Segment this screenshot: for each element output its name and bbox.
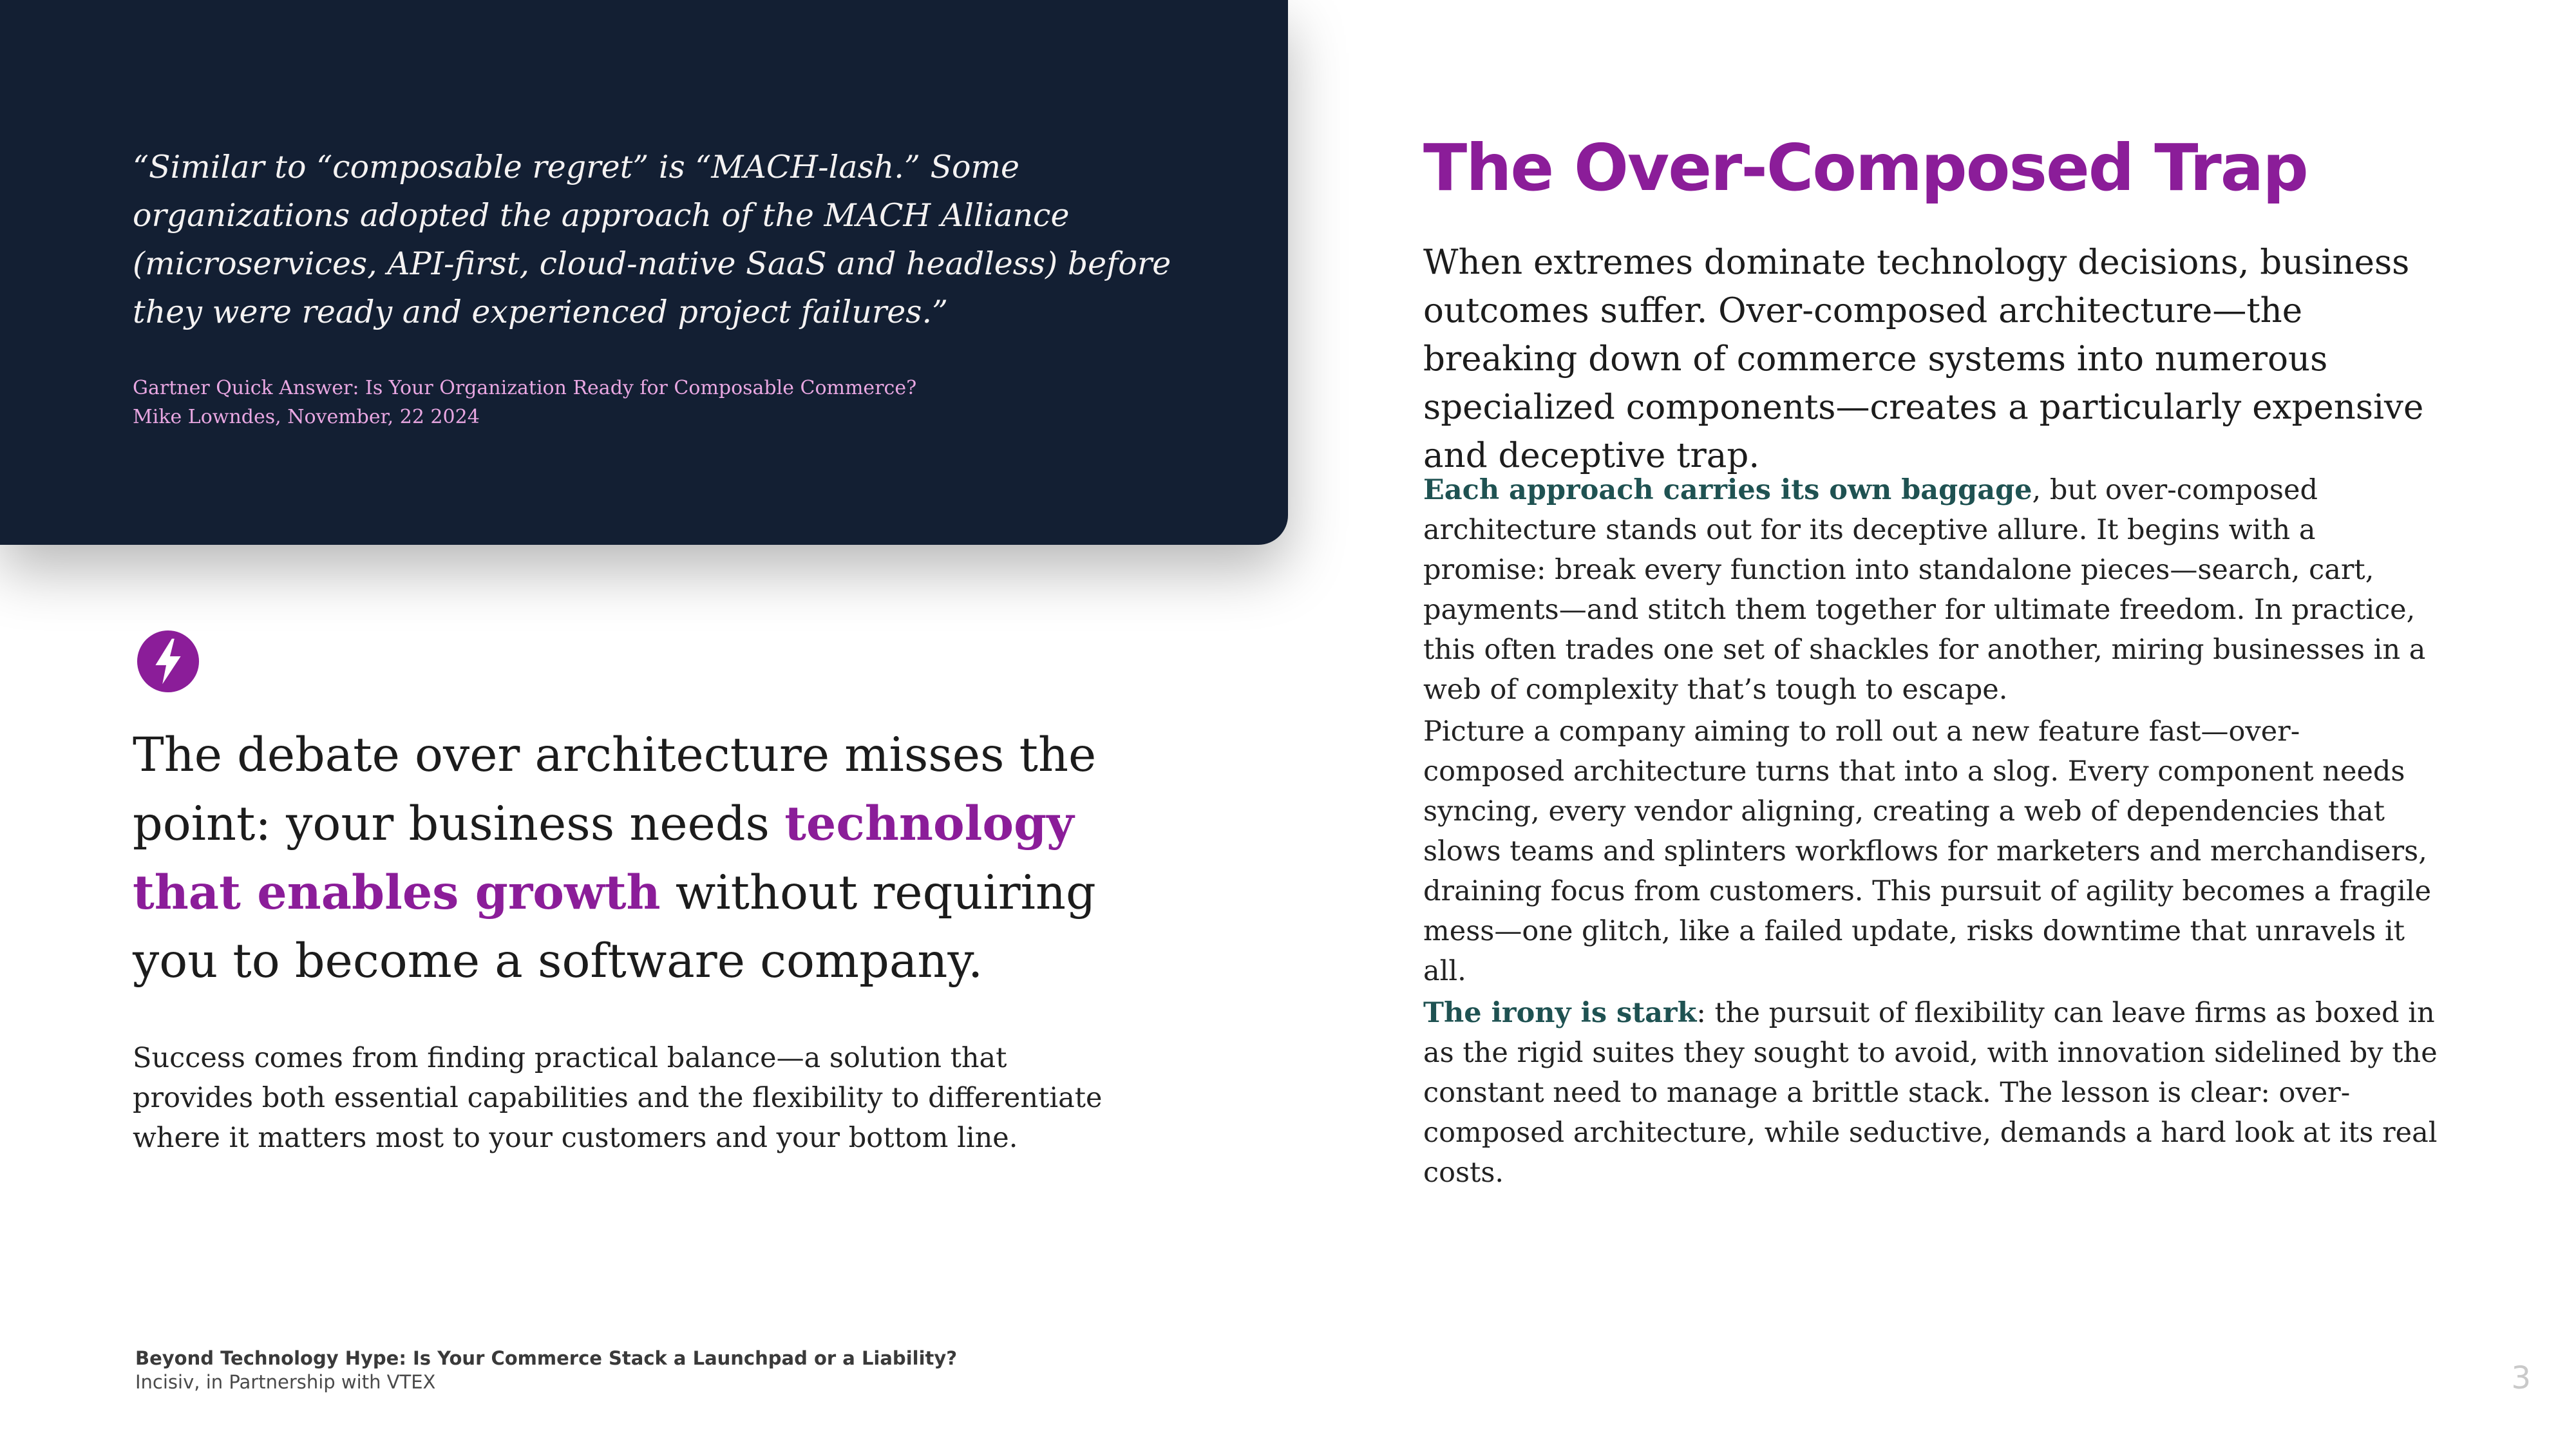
paragraph-baggage bbox=[1423, 470, 2441, 710]
paragraph-lead-in: The irony is stark bbox=[1423, 997, 1697, 1029]
footer bbox=[135, 1346, 957, 1394]
page-number: 3 bbox=[2511, 1360, 2531, 1396]
footer-subtitle: Incisiv, in Partnership with VTEX bbox=[135, 1371, 436, 1393]
section-intro: When extremes dominate technology decisions, business outcomes suffer. Over-composed architecture—the breaking down of commerce systems into numerous specialized components—creates a particularly expensive and deceptive trap. bbox=[1423, 243, 2424, 475]
lead-statement-start: The debate over architecture misses the point: your business needs bbox=[133, 728, 1097, 851]
lead-statement bbox=[133, 721, 1137, 996]
quote-source-title: Gartner Quick Answer: Is Your Organization Ready for Composable Commerce? bbox=[133, 377, 917, 399]
paragraph-irony bbox=[1423, 993, 2441, 1193]
paragraph-feature-rollout: Picture a company aiming to roll out a new feature fast—over-composed architecture turns that into a slog. Every component needs syncing, every vendor aligning, creating a web of dependencies that slows teams and splinters workflows for marketers and merchandisers, draining focus from customers. This pursuit of agility becomes a fragile mess—one glitch, like a failed update, risks downtime that unravels it all. bbox=[1423, 715, 2432, 987]
quote-card bbox=[0, 0, 1288, 545]
section-title: The Over-Composed Trap bbox=[1423, 130, 2307, 205]
lead-statement-end: without requiring you to become a software company. bbox=[133, 866, 1096, 989]
quote-source-author: Mike Lowndes, November, 22 2024 bbox=[133, 406, 480, 428]
quote-source bbox=[133, 374, 1099, 431]
lead-body-text: Success comes from finding practical balance—a solution that provides both essential capabilities and the flexibility to differentiate where it matters most to your customers and your bottom line. bbox=[133, 1042, 1103, 1154]
quote-text: “Similar to “composable regret” is “MACH-lash.” Some organizations adopted the approach of the MACH Alliance (microservices, API-first, cloud-native SaaS and headless) before they were ready and experienced project failures.” bbox=[133, 149, 1171, 330]
paragraph-text: : the pursuit of flexibility can leave firms as boxed in as the rigid suites they sought to avoid, with innovation sidelined by the constant need to manage a brittle stack. The lesson is clear: over-composed architecture, while seductive, demands a hard look at its real costs. bbox=[1423, 997, 2438, 1189]
lightning-bolt-icon bbox=[137, 630, 200, 693]
paragraph-text: , but over-composed architecture stands out for its deceptive allure. It begins with a promise: break every function into standalone pieces—search, cart, payments—and stitch them together for ultimate freedom. In practice, this often trades one set of shackles for another, miring businesses in a web of complexity that’s tough to escape. bbox=[1423, 474, 2426, 706]
footer-title: Beyond Technology Hype: Is Your Commerce Stack a Launchpad or a Liability? bbox=[135, 1347, 958, 1369]
paragraph-lead-in: Each approach carries its own baggage bbox=[1423, 474, 2032, 506]
lead-statement-highlight: technology that enables growth bbox=[133, 796, 1074, 920]
